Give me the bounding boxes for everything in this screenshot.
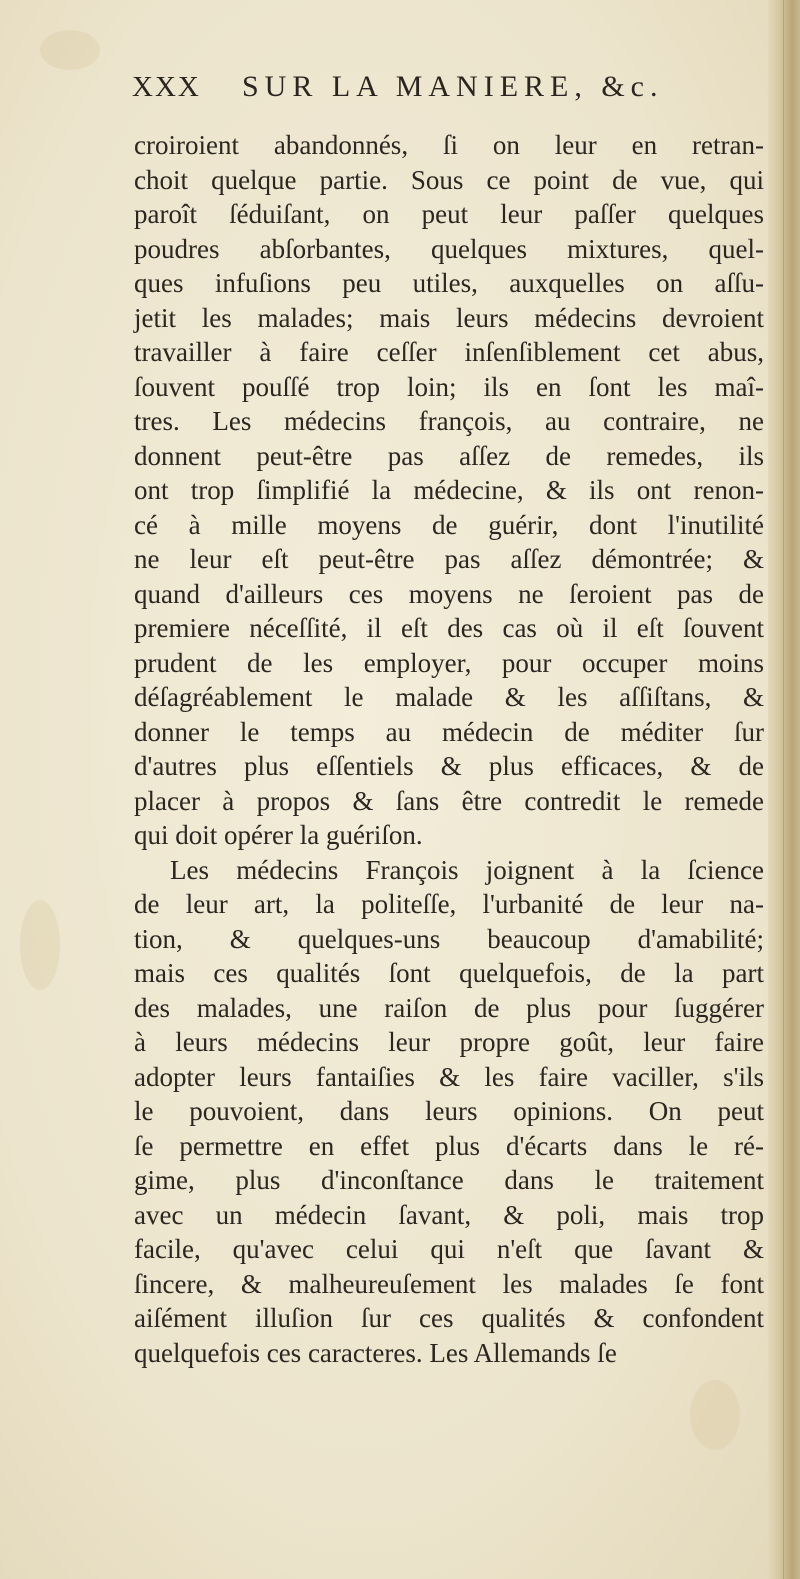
text-line: ſincere, & malheureuſement les malades ſe font: [134, 1268, 764, 1299]
text-line: jetit les malades; mais leurs médecins devroient: [134, 302, 764, 333]
text-line: ſe permettre en effet plus d'écarts dans le ré-: [134, 1130, 764, 1161]
paper-stain: [40, 30, 100, 70]
text-line: Les médecins François joignent à la ſcience: [170, 854, 764, 885]
paragraph: [134, 128, 764, 853]
text-line: croiroient abandonnés, ſi on leur en retran-: [134, 130, 764, 160]
body-text: [134, 128, 764, 1370]
text-line: le pouvoient, dans leurs opinions. On peut: [134, 1096, 764, 1126]
text-line: ſouvent pouſſé trop loin; ils en ſont les maî-: [134, 371, 764, 402]
text-line: tres. Les médecins françois, au contraire, ne: [134, 406, 764, 436]
text-line: donner le temps au médecin de méditer ſur: [134, 716, 764, 747]
text-line: d'autres plus eſſentiels & plus efficaces, & de: [134, 751, 764, 781]
text-line: qui doit opérer la guériſon.: [134, 820, 423, 850]
text-line: mais ces qualités ſont quelquefois, de la part: [134, 958, 764, 988]
binding-edge: [783, 0, 784, 1579]
text-line: donnent peut-être pas aſſez de remedes, ils: [134, 440, 764, 471]
paper-stain: [20, 900, 60, 990]
text-line: de leur art, la politeſſe, l'urbanité de leur na-: [134, 889, 764, 919]
text-line: aiſément illuſion ſur ces qualités & confondent: [134, 1303, 764, 1333]
text-line: des malades, une raiſon de plus pour ſuggérer: [134, 992, 764, 1023]
text-line: facile, qu'avec celui qui n'eſt que ſavant &: [134, 1234, 764, 1264]
page-number: XXX: [132, 71, 201, 103]
text-line: poudres abſorbantes, quelques mixtures, quel-: [134, 233, 764, 264]
text-line: placer à propos & ſans être contredit le remede: [134, 785, 764, 816]
text-line: tion, & quelques-uns beaucoup d'amabilité;: [134, 923, 764, 954]
text-line: ont trop ſimplifié la médecine, & ils ont renon-: [134, 475, 764, 505]
text-line: gime, plus d'inconſtance dans le traitement: [134, 1165, 764, 1195]
text-line: avec un médecin ſavant, & poli, mais trop: [134, 1199, 764, 1230]
text-line: prudent de les employer, pour occuper moins: [134, 647, 764, 678]
text-line: à leurs médecins leur propre goût, leur faire: [134, 1027, 764, 1057]
paper-stain: [690, 1380, 740, 1450]
text-line: adopter leurs fantaiſies & les faire vaciller, s'ils: [134, 1061, 764, 1092]
text-line: déſagréablement le malade & les aſſiſtans, &: [134, 682, 764, 712]
text-line: quand d'ailleurs ces moyens ne ſeroient pas de: [134, 578, 764, 609]
binding-gutter: [768, 0, 800, 1579]
text-line: paroît ſéduiſant, on peut leur paſſer quelques: [134, 199, 764, 229]
text-line: choit quelque partie. Sous ce point de vue, qui: [134, 164, 764, 195]
text-line: cé à mille moyens de guérir, dont l'inutilité: [134, 509, 764, 540]
paragraph: [134, 853, 764, 1371]
text-line: ques infuſions peu utiles, auxquelles on aſſu-: [134, 268, 764, 298]
running-head: [132, 70, 712, 114]
running-title: SUR LA MANIERE, &c.: [242, 70, 664, 103]
text-line: quelquefois ces caracteres. Les Allemands ſe: [134, 1337, 617, 1368]
text-line: travailler à faire ceſſer inſenſiblement cet abus,: [134, 337, 764, 367]
text-line: premiere néceſſité, il eſt des cas où il eſt ſouvent: [134, 613, 764, 643]
text-line: ne leur eſt peut-être pas aſſez démontrée; &: [134, 544, 764, 574]
